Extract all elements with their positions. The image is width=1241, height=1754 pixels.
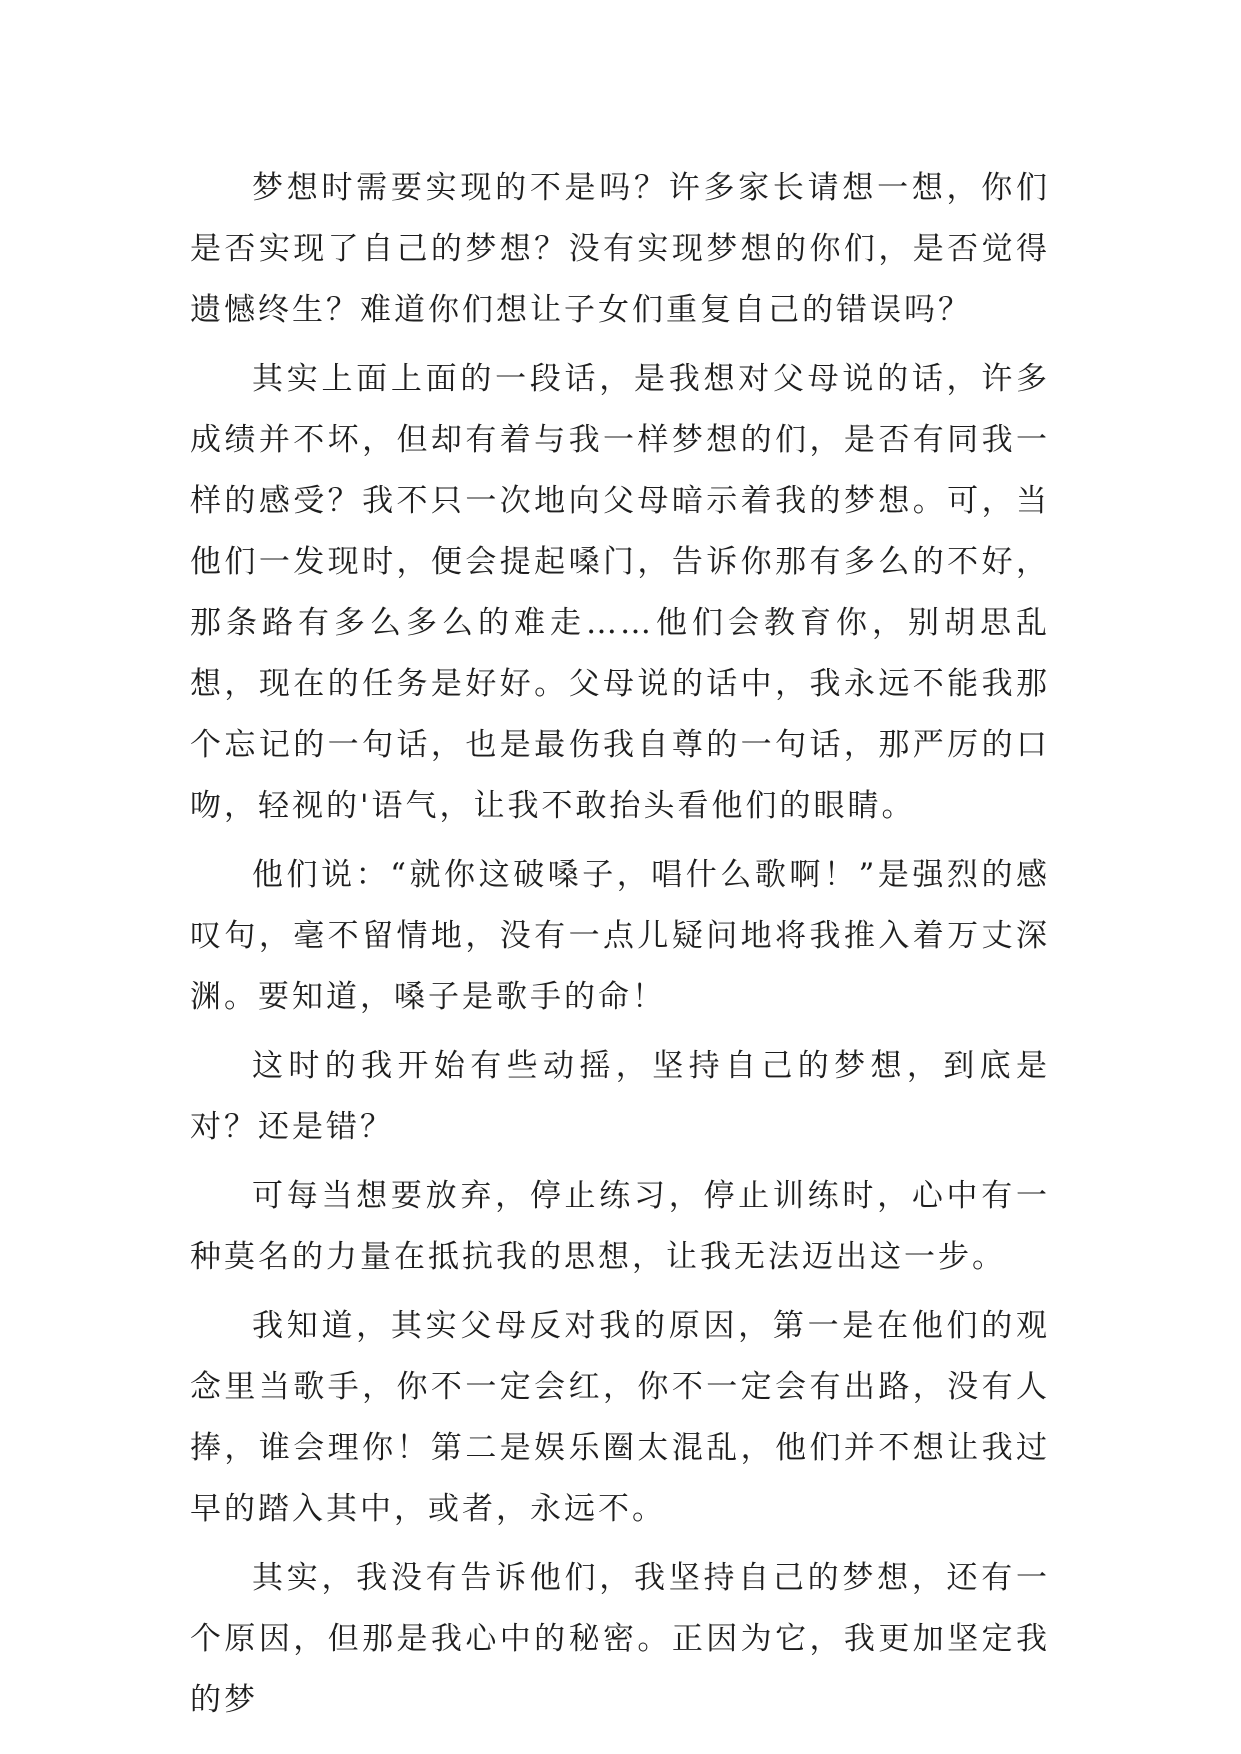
paragraph: 其实上面上面的一段话，是我想对父母说的话，许多成绩并不坏，但却有着与我一样梦想的们，是否有同我一样的感受？我不只一次地向父母暗示着我的梦想。可，当他们一发现时，便会提起嗓门，告诉你那有多么的不好，那条路有多么多么的难走……他们会教育你，别胡思乱想，现在的任务是好好。父母说的话中，我永远不能我那个忘记的一句话，也是最伤我自尊的一句话，那严厉的口吻，轻视的'语气，让我不敢抬头看他们的眼睛。	[190, 361, 1050, 824]
paragraph: 可每当想要放弃，停止练习，停止训练时，心中有一种莫名的力量在抵抗我的思想，让我无法迈出这一步。	[190, 1178, 1050, 1275]
paragraph: 其实，我没有告诉他们，我坚持自己的梦想，还有一个原因，但那是我心中的秘密。正因为它，我更加坚定我的梦	[190, 1560, 1050, 1718]
paragraph: 他们说：“就你这破嗓子，唱什么歌啊！”是强烈的感叹句，毫不留情地，没有一点儿疑问地将我推入着万丈深渊。要知道，嗓子是歌手的命！	[190, 857, 1050, 1015]
document-body	[190, 158, 1050, 1739]
paragraph: 这时的我开始有些动摇，坚持自己的梦想，到底是对？还是错？	[190, 1048, 1050, 1145]
paragraph: 我知道，其实父母反对我的原因，第一是在他们的观念里当歌手，你不一定会红，你不一定会有出路，没有人捧，谁会理你！第二是娱乐圈太混乱，他们并不想让我过早的踏入其中，或者，永远不。	[190, 1308, 1050, 1527]
paragraph: 梦想时需要实现的不是吗？许多家长请想一想，你们是否实现了自己的梦想？没有实现梦想的你们，是否觉得遗憾终生？难道你们想让子女们重复自己的错误吗？	[190, 170, 1050, 328]
